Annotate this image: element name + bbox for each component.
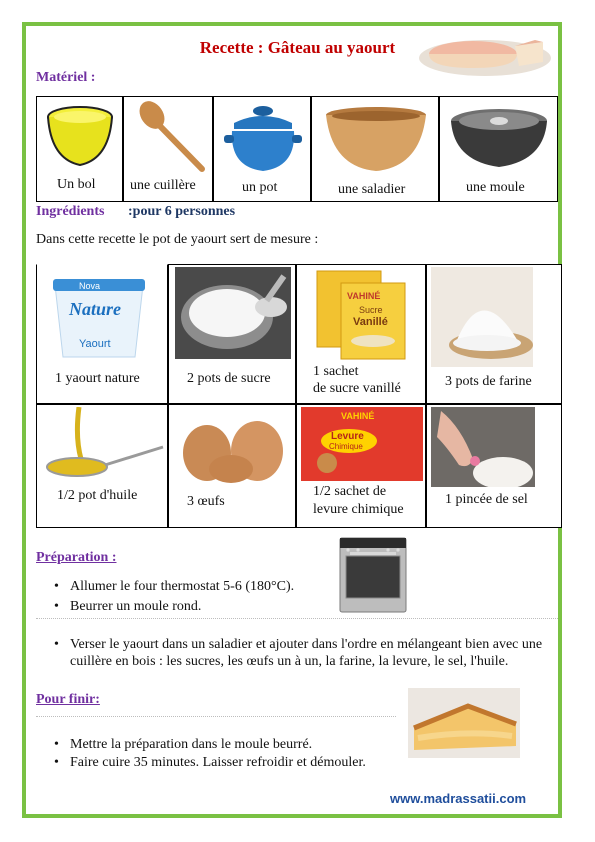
preparation-step: • Beurrer un moule rond.	[36, 598, 336, 615]
yogurt-icon	[49, 271, 149, 363]
materiel-cell-bowl	[36, 96, 123, 202]
finish-heading: Pour finir:	[36, 692, 100, 707]
yogurt-brand: Nova	[79, 281, 101, 291]
salad-bowl-icon	[322, 105, 430, 175]
vanilla-brand: VAHINÉ	[347, 291, 381, 301]
yeast-product-2: Chimique	[329, 442, 363, 451]
preparation-steps-a	[36, 578, 336, 615]
divider	[36, 618, 558, 619]
materiel-heading: Matériel :	[36, 70, 96, 85]
ingredients-heading: Ingrédients	[36, 204, 105, 219]
vanilla-product-1: Sucre	[359, 305, 383, 315]
oil-spoon-icon	[41, 407, 165, 483]
materiel-cell-salad-bowl	[311, 96, 439, 202]
bundt-mold-icon	[446, 105, 552, 173]
ingredient-cell-yogurt	[36, 264, 168, 404]
ingredient-label: de sucre vanillé	[313, 381, 401, 396]
ingredient-cell-sugar	[168, 264, 296, 404]
website-link[interactable]: www.madrassatii.com	[390, 791, 527, 806]
finish-step: • Mettre la préparation dans le moule beurré.	[36, 736, 366, 753]
ingredient-label: 1 pincée de sel	[445, 492, 528, 507]
wooden-spoon-icon	[132, 99, 212, 175]
flour-icon	[431, 267, 533, 367]
ingredient-cell-vanilla	[296, 264, 426, 404]
baking-powder-icon	[301, 407, 423, 481]
ingredient-label: 1/2 pot d'huile	[57, 488, 138, 503]
preparation-step: • Verser le yaourt dans un saladier et ajouter dans l'ordre en mélangeant bien avec une cuillère en bois : les sucres, les œufs un à un, la farine, la levure, le sel, l'huile.	[36, 636, 556, 670]
ingredient-label: 1 sachet	[313, 364, 359, 379]
materiel-label: une moule	[466, 180, 525, 195]
eggs-icon	[177, 411, 287, 485]
ingredient-cell-yeast	[296, 404, 426, 528]
ingredient-label: 1 yaourt nature	[55, 371, 140, 386]
materiel-label: une saladier	[338, 182, 406, 197]
materiel-cell-pot	[213, 96, 311, 202]
cake-icon	[415, 32, 555, 78]
ingredient-cell-salt	[426, 404, 562, 528]
salt-pinch-icon	[431, 407, 535, 487]
finish-steps	[36, 736, 366, 771]
sugar-icon	[175, 267, 291, 359]
finish-step: • Faire cuire 35 minutes. Laisser refroidir et démouler.	[36, 754, 366, 771]
ingredients-intro: Dans cette recette le pot de yaourt sert de mesure :	[36, 232, 319, 247]
cake-slice-icon	[408, 688, 520, 758]
preparation-step: • Allumer le four thermostat 5-6 (180°C).	[36, 578, 336, 595]
yogurt-product: Nature	[69, 299, 122, 319]
ingredient-cell-eggs	[168, 404, 296, 528]
materiel-label: un pot	[242, 180, 278, 195]
materiel-cell-spoon	[123, 96, 213, 202]
ingredient-label: 3 pots de farine	[445, 374, 532, 389]
servings-text: :pour 6 personnes	[128, 204, 236, 219]
pot-icon	[222, 101, 304, 175]
ingredient-label: 3 œufs	[187, 494, 225, 509]
divider	[36, 716, 396, 717]
yogurt-sub: Yaourt	[79, 338, 111, 350]
vanilla-sugar-icon	[315, 269, 409, 361]
preparation-steps-b	[36, 636, 556, 670]
yeast-brand: VAHINÉ	[341, 411, 375, 421]
page-title: Recette : Gâteau au yaourt	[199, 38, 396, 57]
ingredient-label: 1/2 sachet de	[313, 484, 387, 499]
ingredient-label: 2 pots de sucre	[187, 371, 271, 386]
vanilla-product-2: Vanillé	[353, 316, 388, 328]
ingredient-label: levure chimique	[313, 502, 404, 517]
materiel-label: une cuillère	[130, 178, 196, 193]
preparation-heading: Préparation :	[36, 550, 117, 565]
oven-icon	[338, 536, 408, 614]
website-logo[interactable]	[390, 790, 526, 808]
materiel-label: Un bol	[57, 177, 96, 192]
bowl-icon	[43, 103, 117, 171]
materiel-cell-mold	[439, 96, 558, 202]
ingredient-cell-oil	[36, 404, 168, 528]
ingredient-cell-flour	[426, 264, 562, 404]
yeast-product-1: Levure	[331, 431, 364, 442]
